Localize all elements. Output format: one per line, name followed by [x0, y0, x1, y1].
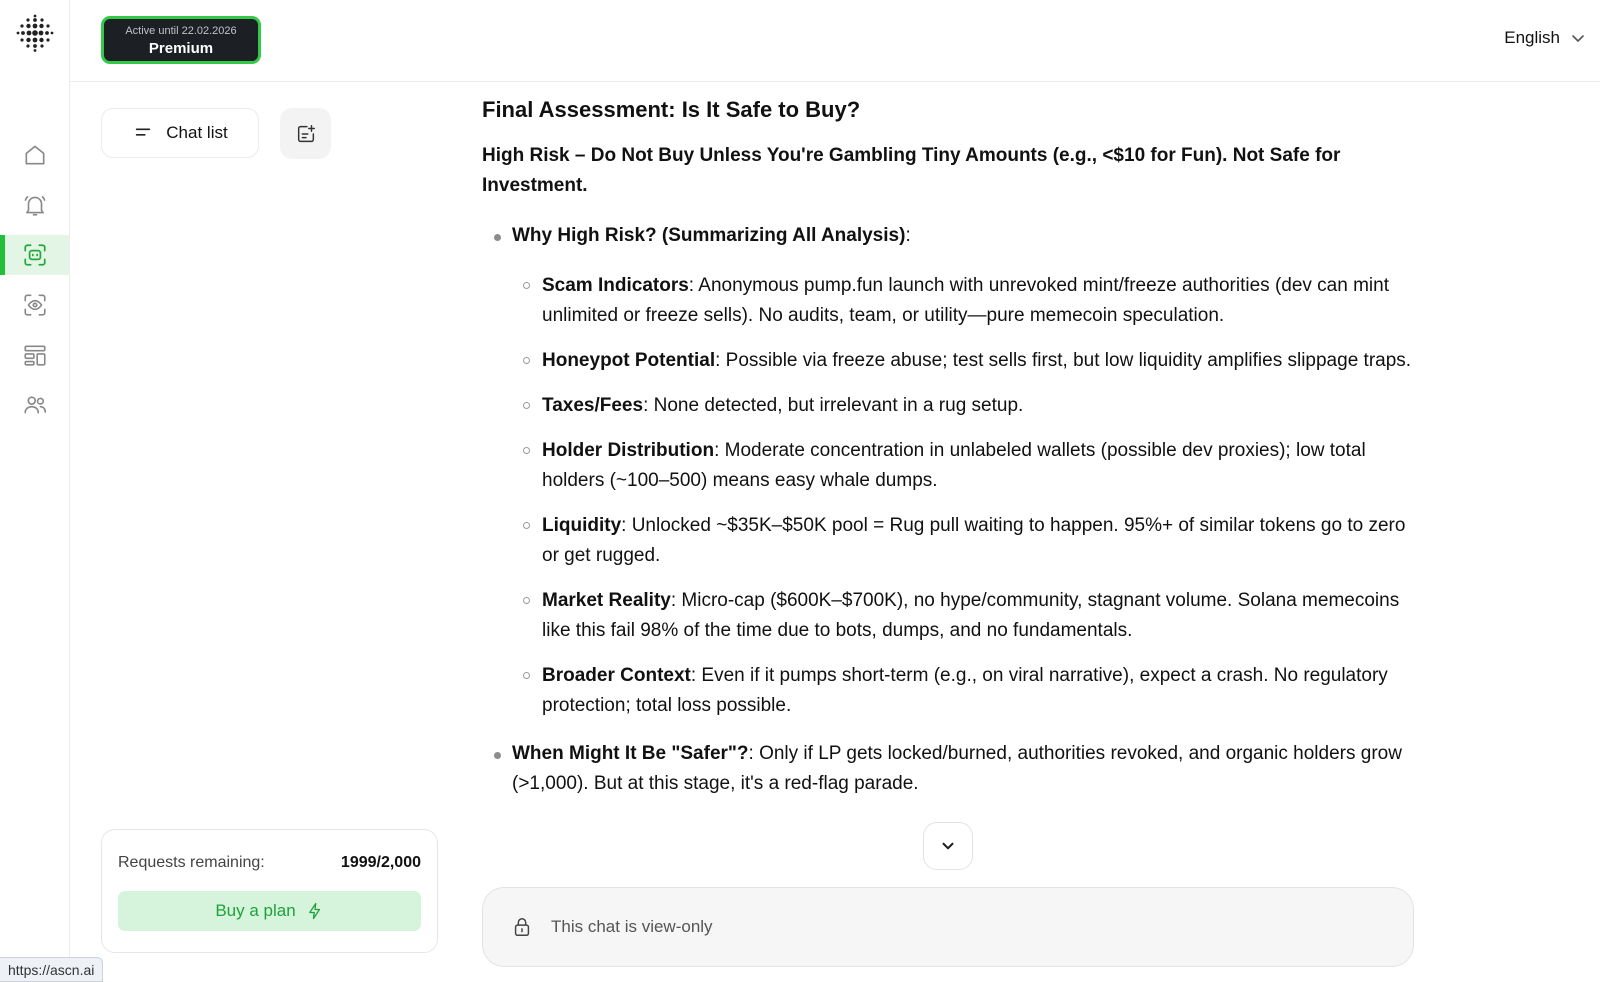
- analysis-list: [482, 221, 1414, 799]
- list-item: [512, 346, 1414, 376]
- new-chat-icon: [295, 123, 317, 145]
- nav-home[interactable]: [0, 135, 70, 175]
- ai-chat-icon: [22, 242, 48, 268]
- list-item: [512, 391, 1414, 421]
- users-icon: [22, 392, 48, 418]
- nav-dashboard[interactable]: [0, 335, 70, 375]
- buy-plan-label: Buy a plan: [215, 901, 296, 920]
- language-label: English: [1504, 28, 1560, 47]
- lightning-icon: [306, 902, 324, 920]
- why-high-risk-title: Why High Risk? (Summarizing All Analysis): [512, 225, 906, 246]
- point-title: Scam Indicators: [542, 275, 689, 296]
- point-title: Honeypot Potential: [542, 350, 716, 371]
- layout-icon: [22, 342, 48, 368]
- point-text: : Anonymous pump.fun launch with unrevoked mint/freeze authorities (dev can mint unlimited or freeze sells). No audits, team, or utility—pure memecoin speculation.: [542, 275, 1389, 326]
- bell-icon: [22, 192, 48, 218]
- list-item: [512, 661, 1414, 721]
- point-text: : Moderate concentration in unlabeled wallets (possible dev proxies); low total holders (~100–500) means easy whale dumps.: [542, 440, 1366, 491]
- safer-title: When Might It Be "Safer"?: [512, 743, 749, 764]
- premium-badge[interactable]: [101, 16, 261, 64]
- list-item: [512, 436, 1414, 496]
- point-title: Liquidity: [542, 515, 622, 536]
- buy-plan-button[interactable]: [118, 891, 421, 931]
- nav-rail: [0, 0, 70, 982]
- link-status-url: https://ascn.ai: [0, 957, 103, 982]
- point-text: : Even if it pumps short-term (e.g., on viral narrative), expect a crash. No regulatory protection; total loss possible.: [542, 665, 1388, 716]
- point-title: Market Reality: [542, 590, 671, 611]
- why-high-risk-suffix: :: [905, 225, 911, 246]
- top-bar: [70, 0, 1600, 82]
- list-item: [512, 271, 1414, 331]
- requests-value: 1999/2,000: [340, 854, 421, 871]
- subscription-plan: Premium: [148, 40, 214, 57]
- nav-watch[interactable]: [0, 285, 70, 325]
- risk-verdict: High Risk – Do Not Buy Unless You're Gambling Tiny Amounts (e.g., <$10 for Fun). Not Safe for Investment.: [482, 145, 1341, 196]
- lock-icon: [511, 916, 533, 938]
- chevron-down-icon: [1570, 30, 1586, 46]
- nav-ai-chat[interactable]: [0, 235, 70, 275]
- list-item: [512, 586, 1414, 646]
- eye-icon: [22, 292, 48, 318]
- risk-points: [512, 271, 1414, 721]
- requests-card: [101, 829, 438, 953]
- point-text: : Micro-cap ($600K–$700K), no hype/community, stagnant volume. Solana memecoins like this fail 98% of the time due to bots, dumps, and no fundamentals.: [542, 590, 1400, 641]
- point-title: Broader Context: [542, 665, 691, 686]
- requests-label: Requests remaining:: [118, 854, 265, 871]
- point-text: : Possible via freeze abuse; test sells first, but low liquidity amplifies slippage traps.: [715, 350, 1412, 371]
- subscription-until: Active until 22.02.2026: [125, 25, 237, 37]
- nav-alerts[interactable]: [0, 185, 70, 225]
- chat-list-label: Chat list: [166, 123, 228, 142]
- nav-community[interactable]: [0, 385, 70, 425]
- point-text: : None detected, but irrelevant in a rug setup.: [643, 395, 1024, 416]
- chevron-down-icon: [939, 837, 957, 855]
- home-icon: [22, 142, 48, 168]
- point-title: Holder Distribution: [542, 440, 715, 461]
- chat-list-button[interactable]: [101, 108, 259, 158]
- language-selector[interactable]: [1504, 28, 1586, 48]
- chat-message: [482, 84, 1414, 884]
- new-chat-button[interactable]: [280, 108, 331, 159]
- scroll-down-button[interactable]: [923, 822, 973, 870]
- view-only-text: This chat is view-only: [551, 917, 713, 936]
- view-only-composer: [482, 887, 1414, 967]
- menu-lines-icon: [132, 122, 154, 144]
- list-item: [482, 739, 1414, 799]
- point-text: : Unlocked ~$35K–$50K pool = Rug pull waiting to happen. 95%+ of similar tokens go to zero or get rugged.: [542, 515, 1406, 566]
- list-item: [512, 511, 1414, 571]
- assessment-heading: Final Assessment: Is It Safe to Buy?: [482, 97, 861, 122]
- safer-text: : Only if LP gets locked/burned, authorities revoked, and organic holders grow (>1,000). But at this stage, it's a red-flag parade.: [512, 743, 1402, 794]
- logo-icon[interactable]: [14, 12, 56, 54]
- point-title: Taxes/Fees: [542, 395, 644, 416]
- list-item: [482, 221, 1414, 721]
